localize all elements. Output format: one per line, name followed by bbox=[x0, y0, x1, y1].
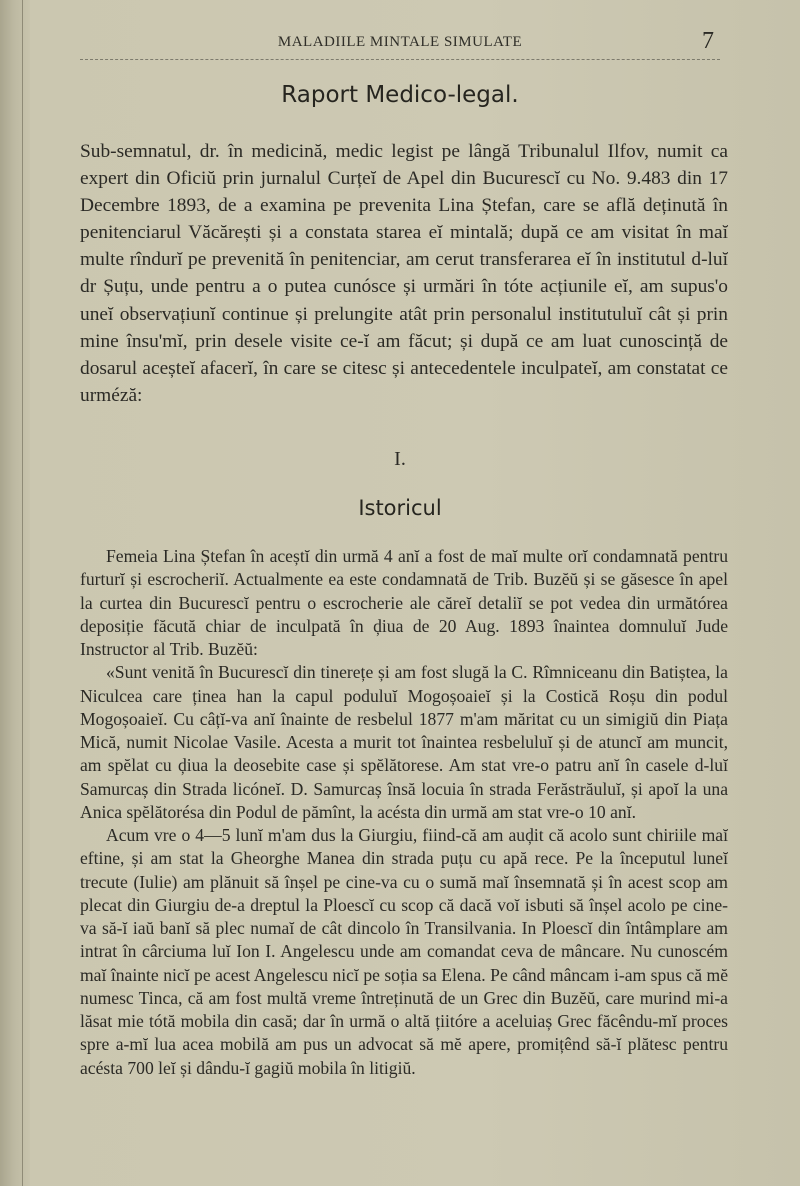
running-title: MALADIILE MINTALE SIMULATE bbox=[277, 34, 523, 50]
body-paragraph-3: Acum vre o 4—5 lunĭ m'am dus la Giurgiu, fiind-că am auḑit că acolo sunt chiriile maĭ eftine, și am stat la Gheorghe Manea din strada puțu cu apă rece. Pe la începutul luneĭ trecute (Iulie) am plănuit să înșel pe cine-va cu o sumă maĭ însemnată și în acest scop am plecat din Giurgiu de-a dreptul la Ploescĭ cu scop că dacă voĭ isbuti să înșel acolo pe cine-va să-ĭ iaŭ banĭ să plec numaĭ de cât dincolo în Transilvania. In Ploescĭ din întâmplare am intrat în cârciuma luĭ Ion I. Angelescu unde am comandat ceva de mâncare. Nu cunoscém maĭ înainte nicĭ pe acest Angelescu nicĭ pe soția sa Elena. Pe când mâncam i-am spus că mĕ numesc Tinca, că am fost multă vreme întreținută de un Grec din Buzĕŭ, care murind mi-a lăsat mie tótă mobila din casă; dar în urmă o altă țiitóre a aceluiaș Grec făcêndu-mĭ proces spre a-mĭ lua acea mobilă am pus un advocat să mĕ apere, promițênd să-ĭ plătesc pentru acésta 700 leĭ și dându-ĭ gagiŭ mobila în litigiŭ. bbox=[80, 825, 728, 1078]
intro-paragraph: Sub-semnatul, dr. în medicină, medic legist pe lângă Tribunalul Ilfov, numit ca expert din Oficiŭ prin jurnalul Curțeĭ de Apel din Bucurescĭ cu No. 9.483 din 17 Decembre 1893, de a examina pe prevenita Lina Ștefan, care se află deținută în penitenciarul Văcărești și a constata starea eĭ mintală; după ce am visitat în maĭ multe rîndurĭ pe prevenită în penitenciar, am cerut transferarea eĭ în institutul d-luĭ dr Șuțu, unde pentru a o putea cunósce și urmări în tóte acțiunile eĭ, am supus'o uneĭ observațiunĭ continue și prelungite atât prin personalul institutuluĭ cât și prin mine însu'mĭ, prin desele visite ce-ĭ am făcut; și după ce am luat cunoscință de dosarul aceșteĭ afacerĭ, în care se citesc și antecedentele inculpateĭ, am constatat ce urméză: bbox=[80, 141, 728, 406]
section-number: I. bbox=[394, 448, 406, 470]
report-title: Raport Medico-legal. bbox=[281, 82, 519, 108]
section-body bbox=[80, 545, 728, 1080]
page-header bbox=[80, 28, 720, 64]
body-paragraph-1: Femeia Lina Ștefan în aceștĭ din urmă 4 anĭ a fost de maĭ multe orĭ condamnată pentru furturĭ și escrocheriĭ. Actualmente ea este condamnată de Trib. Buzĕŭ și se găsesce în apel la curtea din Bucurescĭ pentru o escrocherie ale căreĭ detaliĭ se pot vedea din următórea deposiție făcută chiar de inculpată în ḑiua de 20 Aug. 1893 înaintea domnuluĭ Jude Instructor al Trib. Buzĕŭ: bbox=[80, 546, 728, 659]
body-paragraph-2: «Sunt venită în Bucurescĭ din tinerețe și am fost slugă la C. Rîmniceanu din Batiștea, la Niculcea care ținea han la capul poduluĭ Mogoșoaieĭ și la Costică Roșu din podul Mogoșoaieĭ. Cu câțĭ-va anĭ înainte de resbelul 1877 m'am măritat cu un simigiŭ din Piața Mică, numit Nicolae Vasile. Acesta a murit tot înaintea resbeluluĭ și de atuncĭ am muncit, am spĕlat cu ḑiua la deosebite case și spĕlătorese. Am stat vre-o patru anĭ în casele d-luĭ Samurcaș din Strada licóneĭ. D. Samurcaș însă locuia în strada Ferăstrăuluĭ, și apoĭ la una Anica spĕlătorésa din Podul de pămînt, la acésta din urmă am stat vre-o 10 anĭ. bbox=[80, 662, 728, 822]
page-binding-shadow bbox=[0, 0, 30, 1186]
section-title: Istoricul bbox=[358, 496, 442, 520]
header-rule bbox=[80, 59, 720, 61]
page-number: 7 bbox=[702, 28, 714, 54]
binding-edge-line bbox=[22, 0, 23, 1186]
